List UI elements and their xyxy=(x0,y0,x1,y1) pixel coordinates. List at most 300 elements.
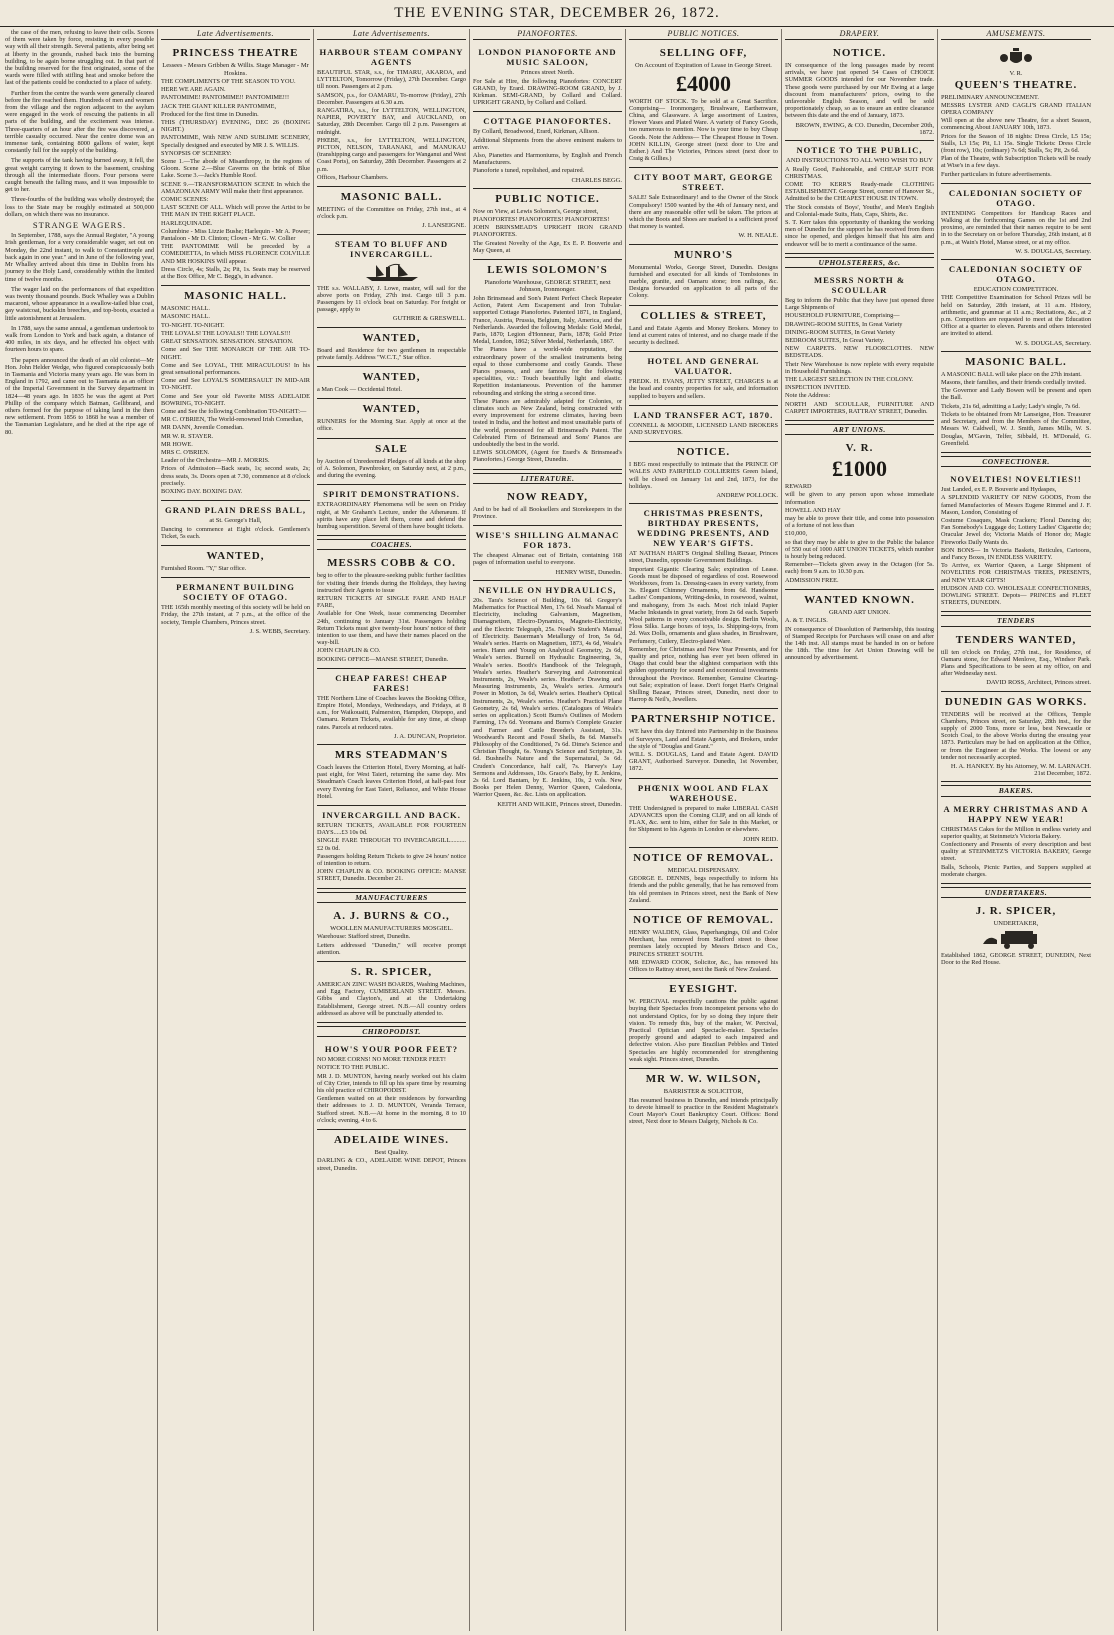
ad-title: CITY BOOT MART, GEORGE STREET. xyxy=(633,172,774,193)
section-header: LITERATURE. xyxy=(473,473,622,484)
ad-line: TO-NIGHT. TO-NIGHT. xyxy=(161,321,225,329)
section-header: MANUFACTURERS xyxy=(317,892,466,903)
ad-line: A SPLENDID VARIETY OF NEW GOODS, From the famed Manufactories of Messrs Eugene Rimmel and J. F. Mason, London, Consisting of xyxy=(941,494,1091,516)
ad-line: GEORGE E. DENNIS, begs respectfully to inform his friends and the public generally, that he has removed from his old premises in Princes street, next the Bank of New Zealand. xyxy=(629,875,778,904)
advertisement xyxy=(473,260,622,470)
ad-title: CHRISTMAS PRESENTS, BIRTHDAY PRESENTS, WEDDING PRESENTS, AND NEW YEAR'S GIFTS. xyxy=(637,508,770,549)
advertisement xyxy=(317,367,466,399)
ad-signature: J. LANSEIGNE. xyxy=(422,222,466,230)
ad-title: INVERCARGILL AND BACK. xyxy=(322,809,461,820)
ad-line: Will open at the above new Theatre, for a short Season, commencing About JANUARY 10th, 1873. xyxy=(941,117,1091,132)
ad-line: Dancing to commence at Eight o'clock. Gentlemen's Ticket, 5s each. xyxy=(161,525,310,540)
ad-title: MASONIC BALL. xyxy=(965,355,1067,368)
ad-line: THE 165th monthly meeting of this society will be held on Friday, the 27th instant, at 7 p.m., at the office of the society, Temple Chambers, Princes street. xyxy=(161,604,310,626)
ad-title: WANTED, xyxy=(362,371,421,384)
ad-title: V. R. xyxy=(845,442,874,455)
ad-subtitle: WOOLLEN MANUFACTURERS MOSGIEL. xyxy=(330,924,453,932)
advertisement xyxy=(629,168,778,244)
ad-line: John Brinsmead and Son's Patent Perfect Check Repeater Action, Patent Arm Escapement and Iron Tubular-supported Cottage Pianofortes. Patented 1871, in England, France, Austria, Prussia, Belgium, Italy, America, and the Netherlands. Awarded the following Medals: Gold Medal, Paris, 1870; Legion d'Honneur, Paris, 1878; Gold Prize Medal, London, 1862; Silver Medal, Netherlands, 1867. xyxy=(473,294,622,346)
ad-line: AT NATHAN HART'S Original Shilling Bazaar, Princes street, Dunedin, opposite Government Buildings. xyxy=(629,550,778,565)
ad-title: NOTICE OF REMOVAL. xyxy=(633,851,774,864)
ad-line: The cheapest Almanac out of Britain, containing 168 pages of information useful to everyone. xyxy=(473,552,622,567)
column-header: AMUSEMENTS. xyxy=(941,29,1091,40)
advertisement xyxy=(473,487,622,526)
ad-line: GREAT SENSATION. SENSATION. SENSATION. xyxy=(161,338,294,346)
ad-line: Pianoforte s tuned, repolished, and repaired. xyxy=(473,167,585,175)
ad-line: BEDROOM SUITES, In Great Variety. xyxy=(785,336,885,344)
ad-signature: W. S. DOUGLAS, Secretary. xyxy=(1015,339,1091,347)
advertisement xyxy=(317,399,466,438)
column-col4 xyxy=(470,29,626,1631)
ad-line: THE LOYALS! THE LOYALS!! THE LOYALS!!! xyxy=(161,329,291,337)
ad-line: Established 1862, GEORGE STREET, DUNEDIN, Next Door to the Red House. xyxy=(941,951,1091,966)
ad-line: MASONIC HALL. xyxy=(161,313,210,321)
ad-line: TENDERS will be received at the Offices, Temple Chambers, Princes street, on Saturday, 28th inst., for the supply of 2000 Tons, more or less, best Newcastle or Scotch Coal, to the above Works during the ensuing year 1873. Particulars may be had on application at the Office, or from the Engineer at the Works. The lowest or any tender not necessarily accepted. xyxy=(941,710,1091,761)
ad-line: A MASONIC BALL will take place on the 27th instant. xyxy=(941,370,1082,378)
ad-signature: W. S. DOUGLAS, Secretary. xyxy=(1015,247,1091,255)
ad-line: REWARD xyxy=(785,483,812,491)
ad-signature: GUTHRIE & GRESWELL. xyxy=(392,315,466,323)
ad-title: MESSRS COBB & CO. xyxy=(327,557,456,570)
story-paragraph: the case of the men, refusing to leave their cells. Scores of them were taken by force, resisting in every possible way with all their strength. Several patients, after being set at liberty in the grounds, rushed back into the burning building, to be again borne struggling out. In that part of the building reserved for the first originated, some of the wards were filled with stifling heat and smoke before the last of the patients could be conducted to a place of safety. xyxy=(5,29,154,87)
advertisement xyxy=(473,526,622,581)
ad-line: WE have this day Entered into Partnership in the Business of Surveyors, Land and Estate Agents, and Brokers, under the style of "Douglas and Grant." xyxy=(629,728,778,750)
advertisement xyxy=(629,442,778,504)
ad-line: Important Gigantic Clearing Sale; expiration of Lease. Goods must be disposed of regardless of cost. Rosewood Workboxes, from 1s. Dressing-cases in every variety, from 3s. Elegant Chimney Ornaments, from 6d. Handsome Ladies' Companions, Writing-desks, in rosewood, walnut, and mahogany, from 3s each. Most rich inlaid Papier Mache Inkstands in great variety, from 2s 6d each. Superb Wool patterns in every conceivable design. Berlin Wools, Floss Silks. Large boxes of toys, 1s. Shipping-toys, from 2d. Wax Dolls, ornaments and glass shades, in Brushware, Perfumery, Cutlery, Electro-plated Ware. xyxy=(629,565,778,645)
advertisement xyxy=(941,43,1091,184)
ad-line: Remember, for Christmas and New Year Presents, and for quality and price, nothing has ever yet been offered in Otago that could bear the slightest comparison with this golden opportunity for sound and economical investments throughout the Province. Remember, Genuine Clearing-out Sale; expiration of lease. Don't forget Hart's Original Shilling Bazaar, Princes street, Dunedin, next door to Harrop & Neil's, Jewellers. xyxy=(629,645,778,704)
ad-line: These Pianos are admirably adapted for Colonies, or climates such as New Zealand, being constructed with every improvement for extreme climates, having been tested in India, and the hottest and most unsuitable parts of the world, pronounced for all Brinsmead's Patent. The Celebrated Firm of Brinsmead and Sons' Pianos are undoubtedly the best in the world. xyxy=(473,397,622,449)
story-paragraph: In 1788, says the same annual, a gentleman undertook to walk from London to York and back again, a distance of 400 miles, in six days, and he effected his object with fourteen hours to spare. xyxy=(5,324,154,354)
advertisement xyxy=(317,187,466,235)
ad-line: THE Competitive Examination for School Prizes will be held on Saturday, 28th instant, at 11 a.m. History, arithmetic, and grammar at 11 a.m.; Recitations, &c., at 2 p.m. Competitors are requested to meet at the Education Office at a quarter to eleven. Parents and others interested are invited to attend. xyxy=(941,294,1091,338)
column-col5 xyxy=(626,29,782,1631)
advertisement xyxy=(629,910,778,979)
ad-subtitle: BARRISTER & SOLICITOR, xyxy=(663,1088,744,1096)
ad-subtitle: AND INSTRUCTIONS TO ALL WHO WISH TO BUY xyxy=(786,157,933,165)
ad-line: MR C. O'BRIEN, The World-renowned Irish Comedian, xyxy=(161,416,304,424)
ad-subtitle: Princes street North. xyxy=(520,69,575,76)
ad-line: The Stock consists of Boys', Youths', and Men's English and Colonial-made Suits, Hats, Caps, Shirts, &c. xyxy=(785,203,934,218)
ad-line: Has resumed business in Dunedin, and intends principally to devote himself to practice in the Resident Magistrate's Court Mayor's Court Bankruptcy Court. Offices: Bond street, Next door to Messrs Dalgety, Nichols & Co. xyxy=(629,1096,778,1126)
ad-line: And to be had of all Booksellers and Storekeepers in the Province. xyxy=(473,505,622,521)
column-header: Late Advertisements. xyxy=(317,29,466,40)
ad-line: A Really Good, Fashionable, and CHEAP SUIT FOR CHRISTMAS. xyxy=(785,165,934,180)
ad-line: THE COMPLIMENTS OF THE SEASON TO YOU. xyxy=(161,78,296,85)
ad-line: THE s.s. WALLABY, J. Lowe, master, will sail for the above ports on Friday, 27th inst. Cargo till 3 p.m. Passengers by 11 o'clock boat on Saturday. For freight or passage, apply to xyxy=(317,284,466,314)
ad-title: MR W. W. WILSON, xyxy=(645,1073,762,1086)
ad-line: DARLING & CO., ADELAIDE WINE DEPOT, Princes street, Dunedin. xyxy=(317,1157,466,1172)
ad-line: I BEG most respectfully to intimate that the PRINCE OF WALES AND FAIRFIELD COLLIERIES Green Island, will be closed on January 1st and 2nd, 1873, for the holidays. xyxy=(629,461,778,490)
ad-line: Balls, Schools, Picnic Parties, and Suppers supplied at moderate charges. xyxy=(941,863,1091,878)
ad-signature: KEITH AND WILKIE, Princes street, Dunedin. xyxy=(497,800,622,808)
advertisement xyxy=(941,800,1091,884)
advertisement xyxy=(629,406,778,442)
ad-title: PRINCESS THEATRE xyxy=(172,47,299,59)
ad-line: SINGLE FARE THROUGH TO INVERCARGILL..........£2 0s 0d. xyxy=(317,837,466,852)
ad-title: LEWIS SOLOMON'S xyxy=(487,263,608,276)
ad-line: To Arrive, ex Warrior Queen, a Large Shipment of NOVELTIES FOR CHRISTMAS TREES, PRESENTS, and NEW YEAR GIFTS! xyxy=(941,562,1091,584)
ad-title: CHEAP FARES! CHEAP FARES! xyxy=(335,672,448,693)
ad-line: Tickets to be obtained from Mr Lanseigne, Hon. Treasurer and Secretary, and from the Members of the Committee, Messrs W. Caldwell, W. J. Smith, James Mills, W. S. Douglas, M'Gavin, Telfer, Sibbald, H. M'Donald, G. Greenfield. xyxy=(941,410,1091,447)
advertisement xyxy=(161,578,310,639)
section-header: TENDERS xyxy=(941,615,1091,626)
ad-signature: HENRY WISE, Dunedin. xyxy=(555,568,622,576)
ad-line: The Pianos have a world-wide reputation, the extraordinary power of the smallest instruments being equal to those cumbersome and costly Grands. These Pianos possess, and are famous for the following specialities, viz.: Touch beautifully light and elastic. Repetition instantaneous. Prevention of the hammer rebounding and striking the string a second time. xyxy=(473,346,622,397)
ad-line: may be able to prove their title, and come into possession of a fortune of not less than xyxy=(785,515,934,530)
ad-title: LONDON PIANOFORTE AND MUSIC SALOON, xyxy=(478,47,617,67)
column-header: PIANOFORTES. xyxy=(473,29,622,40)
ad-line: Also, Pianettes and Harmoniums, by English and French Manufacturers. xyxy=(473,151,622,167)
ad-title: CALEDONIAN SOCIETY OF OTAGO. xyxy=(948,187,1084,208)
ad-line: Come and See LOYAL, THE MIRACULOUS! In his great sensational performances. xyxy=(161,361,310,376)
ad-line: Furnished Room. "Y," Star office. xyxy=(161,565,247,573)
ad-title: DUNEDIN GAS WORKS. xyxy=(944,695,1088,708)
ad-title: A MERRY CHRISTMAS AND A HAPPY NEW YEAR! xyxy=(943,803,1089,824)
column-header: Late Advertisements. xyxy=(161,29,310,40)
advertisement xyxy=(941,260,1091,352)
ad-line: SCENE 9.—TRANSFORMATION SCENE In which the AMAZONIAN ARMY Will make their first appearance. xyxy=(161,180,310,195)
advertisement xyxy=(629,245,778,306)
column-col6 xyxy=(782,29,938,1631)
ad-title: SPIRIT DEMONSTRATIONS. xyxy=(323,489,460,500)
advertisement xyxy=(317,439,466,486)
ad-signature: BROWN, EWING, & CO. Dunedin, December 20th, 1872. xyxy=(795,121,934,136)
advertisement xyxy=(941,630,1091,692)
ad-line: a Man Cook — Occidental Hotel. xyxy=(317,386,402,394)
section-header: ART UNIONS. xyxy=(785,424,934,435)
advertisement xyxy=(629,779,778,848)
advertisement xyxy=(629,1069,778,1130)
ad-title: NOTICE. xyxy=(676,446,731,459)
ad-title: PERMANENT BUILDING SOCIETY OF OTAGO. xyxy=(176,582,295,603)
advertisement xyxy=(941,352,1091,453)
advertisement xyxy=(317,1040,466,1130)
advertisement xyxy=(317,553,466,668)
advertisement xyxy=(317,328,466,367)
ad-line: Coach leaves the Criterion Hotel, Every Morning, at half-past eight, for West Taieri, returning the same day. Mrs Steadman's Coach leaves Criterion Hotel, at half-past four every Evening for East Taieri, Reliance, and White House Hotel. xyxy=(317,763,466,800)
ad-line: Come and See your old Favorite MISS ADELAIDE BOWRING, TO-NIGHT. xyxy=(161,392,310,407)
ad-line: The Greatest Novelty of the Age, Ex E. P. Bouverie and May Queen, at xyxy=(473,239,622,254)
ad-title: NOTICE. xyxy=(832,47,887,59)
ad-title: MASONIC BALL. xyxy=(340,191,443,204)
ad-title: CALEDONIAN SOCIETY OF OTAGO. xyxy=(948,263,1084,284)
ad-signature: DAVID ROSS, Architect, Princes street. xyxy=(986,679,1091,687)
ad-title: GRAND PLAIN DRESS BALL, xyxy=(165,505,306,516)
ad-line: DRAWING-ROOM SUITES, In Great Variety xyxy=(785,320,903,328)
ad-line: SYNOPSIS OF SCENERY: xyxy=(161,149,232,157)
ad-subtitle: EDUCATION COMPETITION. xyxy=(973,285,1059,293)
columns-container xyxy=(0,27,1114,1631)
ad-title: NOVELTIES! NOVELTIES!! xyxy=(950,474,1082,485)
ad-signature: W. H. NEALE. xyxy=(738,232,778,240)
ad-signature: ANDREW POLLOCK. xyxy=(716,492,778,499)
advertisement xyxy=(317,485,466,536)
advertisement xyxy=(629,306,778,353)
ad-line: Just Landed, ex E. P. Bouverie and Hydaspes, xyxy=(941,486,1057,494)
advertisement xyxy=(629,43,778,168)
advertisement xyxy=(785,438,934,590)
ad-title: NEVILLE ON HYDRAULICS, xyxy=(478,584,617,595)
ad-line: NORTH AND SCOULLAR, FURNITURE AND CARPET IMPORTERS, RATTRAY STREET, Dunedin. xyxy=(785,400,934,415)
ad-line: Beg to inform the Public that they have just opened three Large Shipments of xyxy=(785,296,934,312)
ad-line: till ten o'clock on Friday, 27th inst., for Residence, of Oamaru stone, for Edward Menlove, Esq., Windsor Park. Plans and Specifications to be seen at my office, on and after Wednesday next. xyxy=(941,648,1091,678)
story-paragraph: In September, 1788, says the Annual Register, "A young Irish gentleman, for a very considerable wager, set out on Monday, the 22nd instant, to walk to Constantinople and back again in one year." and in June of the following year, Mr Whalley arrived about this time in Dublin from his journey to the Holy Land, considerably within the limited time of twelve months. xyxy=(5,232,154,283)
ad-line: AMERICAN ZINC WASH BOARDS, Washing Machines, and Egg Factory, CUMBERLAND STREET. Messrs. Gibbs and Clayton's, and at the Undertaking Establishment, George street. N.B.—All country orders addressed as above will be punctually attended to. xyxy=(317,980,466,1017)
ad-line: CHRISTMAS Cakes for the Million in endless variety and superior quality, at Steinmetz's Victoria Bakery. xyxy=(941,825,1091,840)
ad-title: WANTED, xyxy=(362,331,421,344)
advertisement xyxy=(473,189,622,260)
ad-line: COME TO KERR'S Ready-made CLOTHING ESTABLISHMENT. George Street, corner of Hanover St., Admitted to be the CHEAPEST HOUSE IN TOWN. xyxy=(785,180,934,203)
ad-line: THE LARGEST SELECTION IN THE COLONY. xyxy=(785,376,914,383)
ad-line: HENRY WALDEN, Glass, Paperhangings, Oil and Color Merchant, has removed from Stafford street to those premises lately occupied by Messrs Brisco and Co., PRINCES STREET SOUTH. xyxy=(629,929,778,958)
ad-line: THE PANTOMIME Will be preceded by a COMEDIETTA, In which MISS FLORENCE COLVILLE AND MR HOSKINS Will appear. xyxy=(161,243,310,265)
advertisement xyxy=(317,806,466,889)
ad-line: MRS C. O'BRIEN. xyxy=(161,448,210,456)
ad-title: MASONIC HALL. xyxy=(184,290,287,303)
ad-line: £10,000, xyxy=(785,530,808,538)
ad-line: Tickets, 21s 6d, admitting a Lady; Lady's single, 7s 6d. xyxy=(941,402,1080,410)
ad-line: The Governor and Lady Bowen will be present and open the Ball. xyxy=(941,387,1091,402)
section-header: COACHES. xyxy=(317,539,466,550)
ad-line: HOUSEHOLD FURNITURE, Comprising— xyxy=(785,312,900,320)
column-header: DRAPERY. xyxy=(785,29,934,40)
story-paragraph: The wager laid on the performances of that expedition was twenty thousand pounds. Buck Whalley was a Dublin macaroni, whose appearance in a swallow-tailed blue coat, gay waistcoat, buckskin breeches, and top-boots, exacted a little astonishment at Jerusalem. xyxy=(5,285,154,322)
ad-line: will be given to any person upon whose immediate information xyxy=(785,491,934,506)
ad-title: MESSRS NORTH & SCOULLAR xyxy=(813,274,906,295)
ad-line: MR HOWE. xyxy=(161,440,193,448)
ad-line: NO MORE CORNS! NO MORE TENDER FEET! xyxy=(317,1056,446,1064)
ad-line: PANTOMIME! PANTOMIME!! PANTOMIME!!! xyxy=(161,94,290,102)
story-paragraph: Further from the centre the wards were generally cleared before the fire reached them. Hundreds of men and women from the village and the region adjacent to the asylum were engaged in the work of rescuing the patients in all parts of the building, and the excitement was intense. Three-quarters of an hour after the fire was discovered, a terrible casualty occurred. Near the centre dome was an immense tank, containing 8000 gallons of water, kept constantly full for the supply of the building. xyxy=(5,89,155,155)
ad-line: PANTOMIME, With NEW AND SUBLIME SCENERY, Specially designed and executed by MR J. S. WILLIS. xyxy=(161,134,310,149)
ad-line: MEETING of the Committee on Friday, 27th inst., at 4 o'clock p.m. xyxy=(317,206,466,221)
advertisement xyxy=(317,669,466,745)
ad-line: HUDSON AND CO. WHOLESALE CONFECTIONERS, DOWLING STREET. Depots— PRINCES and FLEET STREETS, DUNEDIN. xyxy=(941,584,1091,607)
ad-line: DINING-ROOM SUITES, In Great Variety xyxy=(785,328,895,336)
ad-line: ADMISSION FREE. xyxy=(785,576,839,584)
ad-subtitle: at St. George's Hall, xyxy=(209,517,262,525)
advertisement xyxy=(161,546,310,578)
ad-title: NOTICE TO THE PUBLIC, xyxy=(796,145,923,156)
ad-line: WILL S. DOUGLAS, Land and Estate Agent. DAVID GRANT, Authorised Surveyor. Dunedin, 1st November, 1872. xyxy=(629,751,778,773)
advertisement xyxy=(317,906,466,962)
column-col2 xyxy=(158,29,314,1631)
ad-line: CONNELL & MOODIE, LICENSED LAND BROKERS AND SURVEYORS. xyxy=(629,421,778,436)
ad-line: Come and See THE MONARCH OF THE AIR TO-NIGHT. xyxy=(161,346,310,361)
ad-line: RANGATIRA, s.s., for LYTTELTON, WELLINGTON, NAPIER, POVERTY BAY, and AUCKLAND, on Saturday, 28th December. Cargo till 2 p.m. Passengers at midnight. xyxy=(317,107,466,136)
ad-title: WANTED KNOWN. xyxy=(804,593,915,606)
advertisement xyxy=(941,470,1091,612)
royal-crest-icon xyxy=(996,48,1036,68)
hearse-icon xyxy=(981,930,1051,950)
ad-line: HOWELL AND HAY xyxy=(785,506,841,514)
advertisement xyxy=(785,590,934,667)
ad-line: BEAUTIFUL STAR, s.s., for TIMARU, AKAROA, and LYTTELTON, Tomorrow (Friday), 27th December. Cargo till noon. Passengers at 2 p.m. xyxy=(317,69,466,91)
ad-line: JOHN BRINSMEAD'S UPRIGHT IRON GRAND PIANOFORTES. xyxy=(473,224,622,239)
ad-line: Columbine - Miss Lizzie Bushe; Harlequin - Mr A. Power; Pantaloon - Mr D. Clinton; Clown - Mr G. W. Collier xyxy=(161,227,310,243)
ad-line: so that they may be able to give to the Public the balance of 550 out of 1000 ART UNION TICKETS, which number is hourly being reduced. xyxy=(785,538,934,561)
ad-title: COLLIES & STREET, xyxy=(640,309,767,322)
ad-signature: J. S. WEBB, Secretary. xyxy=(249,627,310,635)
ad-line: THIS (THURSDAY) EVENING, DEC 26 (BOXING NIGHT.) xyxy=(161,119,310,134)
ad-line: RETURN TICKETS AT SINGLE FARE AND HALF FARE, xyxy=(317,594,466,610)
ad-line: IN consequence of Dissolution of Partnership, this issuing of Stamped Receipts for Purchases will cease on and after the 14th inst. All stamps must be handed in on or before the 18th. The time for Art Union Drawing will be announced by advertisement. xyxy=(785,625,934,662)
ad-subtitle: V. R. xyxy=(1009,70,1023,77)
ad-line: MR EDWARD COOK, Solicitor, &c., has removed his Offices to Rattray street, next the Bank of New Zealand. xyxy=(629,958,778,974)
ad-line: BOOKING OFFICE—MANSE STREET, Dunedin. xyxy=(317,655,449,663)
advertisement xyxy=(629,709,778,778)
section-header: CHIROPODIST. xyxy=(317,1026,466,1037)
story-paragraph: Three-fourths of the building was wholly destroyed; the loss to the State may be roughly estimated at 500,000 dollars, on which there was no insurance. xyxy=(5,196,154,218)
ad-line: Now on View, at Lewis Solomon's, George street, xyxy=(473,207,599,215)
ad-line: MR J. D. MUNTON, having nearly worked out his claim of City Crier, intends to fill up his spare time by resuming his old practice of CHIROPODIST. xyxy=(317,1072,466,1094)
ad-subtitle: On Account of Expiration of Lease in George Street. xyxy=(635,62,772,69)
ad-title: PHŒNIX WOOL AND FLAX WAREHOUSE. xyxy=(637,782,770,803)
ad-line: beg to offer to the pleasure-seeking public further facilities for visiting their friends during the Holidays, they having instructed their Agents to issue xyxy=(317,572,466,594)
ad-line: HARLEQUINADE. xyxy=(161,219,213,227)
ad-line: PRELIMINARY ANNOUNCEMENT. xyxy=(941,93,1039,101)
section-header: BAKERS. xyxy=(941,785,1091,796)
ad-title: A. J. BURNS & CO., xyxy=(333,909,450,922)
ad-title: S. R. SPICER, xyxy=(350,965,433,978)
ad-line: By Collard, Broadwood, Erard, Kirkman, Allison. xyxy=(473,128,599,136)
ad-line: W. PERCIVAL respectfully cautions the public against buying their Spectacles from incompetent persons who do not understand Optics, for by so doing they injure their vision. To remedy this, buy of the maker, W. Percival, Practical Optician and Spectacle-maker. Spectacles properly ground and adapted to each impaired and defective vision. Also pure Brazilian Pebbles and Tinted Spectacles are highly recommended for strengthening weak sight. Princes street, Dunedin. xyxy=(629,998,778,1063)
ad-line: MASONIC HALL. xyxy=(161,305,210,313)
ad-title: QUEEN'S THEATRE. xyxy=(954,78,1078,91)
ad-title: HOW'S YOUR POOR FEET? xyxy=(324,1044,459,1055)
ad-line: Dress Circle, 4s; Stalls, 2s; Pit, 1s. Seats may be reserved at the Box Office, Mr C. Begg's, in advance. xyxy=(161,265,310,281)
ad-amount: £1000 xyxy=(832,456,887,482)
ad-title: STEAM TO BLUFF AND INVERCARGILL. xyxy=(334,238,449,259)
ad-line: IN consequence of the long passages made by recent arrivals, we have just opened 54 Cases of CHOICE SUMMER GOODS intended for our November trade. These goods were purchased by our Mr Ewing at a large discount from manufacturers' prices, owing to the unfavorable English Season, and will be sold proportionately cheap, so as to ensure an entire clearance between this date and the end of January, 1873. xyxy=(785,62,934,120)
ad-line: FREDK. H. EVANS, JETTY STREET, CHARGES is at the head and country properties for sale, and information supplied to buyers and sellers. xyxy=(629,378,778,400)
ad-title: EYESIGHT. xyxy=(669,983,738,996)
ad-signature: J. A. DUNCAN, Proprietor. xyxy=(393,732,466,740)
ad-title: LAND TRANSFER ACT, 1870. xyxy=(633,409,774,420)
ad-title: J. R. SPICER, xyxy=(975,905,1057,918)
advertisement xyxy=(473,112,622,188)
column-header: PUBLIC NOTICES. xyxy=(629,29,778,40)
ad-line: Further particulars in future advertisements. xyxy=(941,170,1052,178)
column-col1 xyxy=(2,29,158,1631)
section-header: UPHOLSTERERS, &c. xyxy=(785,257,934,268)
ad-line: Remember—Tickets given away in the Octagon (for 5s. each) from 9 a.m. to 10.30 p.m. xyxy=(785,561,934,576)
advertisement xyxy=(941,184,1091,260)
advertisement xyxy=(317,43,466,187)
ad-line: Come and See LOYAL'S SOMERSAULT IN MID-AIR TO-NIGHT. xyxy=(161,377,310,392)
ad-title: NOW READY, xyxy=(507,490,588,503)
ad-signature: JOHN REID. xyxy=(742,835,778,843)
steamship-icon xyxy=(362,261,422,283)
ad-line: BON BONS— In Victoria Baskets, Reticules, Cartoons, and Fancy Boxes, IN ENDLESS VARIETY. xyxy=(941,546,1091,561)
advertisement xyxy=(785,43,934,141)
ad-signature: H. A. HANKEY. By his Attorney, W. M. LARNACH. 21st December, 1872. xyxy=(950,763,1091,778)
advertisement xyxy=(629,504,778,709)
advertisement xyxy=(317,235,466,328)
ad-line: SAMSON, p.s., for OAMARU, To-morrow (Friday), 27th December. Passengers at 6.30 a.m. xyxy=(317,91,466,106)
ad-title: PARTNERSHIP NOTICE. xyxy=(631,713,776,726)
advertisement xyxy=(317,1130,466,1177)
ad-line: Monumental Works, George Street, Dunedin. Designs furnished and executed for all kinds of Tombstones in marble, granite, and Oamaru stone; iron railings, &c. Designs forwarded on application to all parts of the Colony. xyxy=(629,263,778,300)
ad-line: LEWIS SOLOMON, (Agent for Erard's & Brinsmead's Pianofortes.) George Street, Dunedin. xyxy=(473,449,622,464)
ad-line: MESSRS LYSTER AND CAGLI'S GRAND ITALIAN OPERA COMPANY xyxy=(941,101,1091,116)
ad-line: LAST SCENE OF ALL. Which will prove the Artist to be THE MAN IN THE RIGHT PLACE. xyxy=(161,204,310,219)
ad-title: WANTED, xyxy=(362,403,421,416)
ad-line: Board and Residence for two gentlemen in respectable private family. Address "W.C.T.," Star office. xyxy=(317,346,466,361)
ad-subtitle: Best Quality. xyxy=(374,1148,409,1156)
column-col7 xyxy=(938,29,1094,1631)
ad-line: Scene 1.—The abode of Misanthropy, in the regions of Gloom. Scene 2.—Blue Caverns on the brink of Blue Lake. Scene 3.—Jack's Humble Roof. xyxy=(161,158,310,180)
ad-line: Prices for the Season of 18 nights: Dress Circle, L5 15s; Stalls, L3 15s; Pit, L1 15s. Single Tickets: Dress Circle (front row), 10s; (ordinary) 7s 6d; Stalls, 5s; Pit, 2s 6d. xyxy=(941,132,1091,154)
advertisement xyxy=(161,43,310,286)
ad-line: MR DANN, Juvenile Comedian. xyxy=(161,424,244,432)
ad-line: JOHN CHAPLIN & CO. BOOKING OFFICE: MANSE STREET, Dunedin. December 21. xyxy=(317,868,466,883)
ad-line: 20s. Tara's Science of Building, 10s 6d. Gregory's Mathematics for Practical Men, 17s 6d. Noad's Manual of Electricity, including Galvanism, Magnetism, Diamagnetism, Electro-Dynamics, Magneto-Electricity, and the Electric Telegraph, 25s. Noad's Student's Manual of Electricity. Bauerman's Metallurgy of Iron, 5s 6d, Weale's series. Harris on Magnetism, 1873, 4s 6d, Weale's series. Hann and Young on Analytical Geometry, 2s 6d, Weale's series. Burnell on Hydraulic Engineering, 3s, Weale's series. Booth's Handbook of the Telegraph, Weale's series. Heather's Surveying and Astronomical Instruments, 2s, Weale's series. Heather's Drawing and Measuring Instruments, 2s, Weale's series. Armour's Power in Motion, 3s 6d, Weale's series. Heather's Optical Instruments, 2s, Weale's series. Heather's Practical Plane Geometry, 2s 6d, Weale's series. (Catalogues of Weale's series on application.) Scott Burns's Outlines of Modern Farming, 17s 6d. Yeomans and Burns's Complete Grazier and Farmer and Cattle Breeder's Assistant, 31s. Woodward's Recent and Fossil Shells, 8s 6d. Mansel's Philosophy of the Conditioned, 7s 6d. Dime's Science and Christian Thought, 6s. Young's Science and Scripture, 2s 6d. Bushnell's Nature and the Supernatural, 3s 6d. Cruden's Concordance, half calf, 7s. Harvey's Lay Sermons and Addresses, 10s. Grace's Baby, by E. Jenkins, 2s 6d. Lord Bantam, by E. Jenkins, 10s, 2 vols. New Books per Helen Denny, Warrior Queen, Caledonia, Warrior Queen, &c. &c. Lists on application. xyxy=(473,596,622,799)
ad-title: SALE xyxy=(375,442,408,455)
advertisement xyxy=(317,962,466,1023)
ad-line: Masons, their families, and their friends cordially invited. xyxy=(941,379,1087,387)
advertisement xyxy=(785,141,934,254)
ad-line: S. T. Kerr takes this opportunity of thanking the working men of Dunedin for the support he has received from them since he opened, and pledges himself that his aim and endeavor will be to merit a continuance of the same. xyxy=(785,218,934,248)
advertisement xyxy=(473,43,622,112)
ad-line: Costume Cosaques, Mask Crackers; Floral Dancing do; Fan Somebody's Luggage do; Lottery Ladies' Cigarette do; Oracular Jewel do; Victoria Maids of Honor do; Magic Fireworks Daily Wants do. xyxy=(941,516,1091,546)
column-col3 xyxy=(314,29,470,1631)
advertisement xyxy=(629,352,778,406)
ad-title: WISE'S SHILLING ALMANAC FOR 1873. xyxy=(475,530,620,551)
ad-line: Available for One Week, issue commencing December 24th, continuing to January 31st. Passengers holding Return Tickets must give twenty-four hours' notice of their intention to use them, and have their names placed on the way-bill. xyxy=(317,610,466,647)
section-header: CONFECTIONER. xyxy=(941,456,1091,467)
ad-line: PIANOFORTES! PIANOFORTES! PIANOFORTES! xyxy=(473,215,610,223)
ad-line: PHŒBE, s.s., for LYTTELTON, WELLINGTON, PICTON, NELSON, TARANAKI, and MANUKAU (transhipping cargo and passengers for Wanganui and West Coast Ports), on Saturday, 28th December. Passengers at 2 p.m. xyxy=(317,136,466,173)
advertisement xyxy=(161,286,310,501)
ad-line: Prices of Admission—Back seats, 1s; second seats, 2s; dress seats, 3s. Doors open at 7.30, commence at 8 o'clock precisely. xyxy=(161,465,310,487)
advertisement xyxy=(629,979,778,1069)
ad-line: NEW CARPETS. NEW FLOORCLOTHS. NEW BEDSTEADS. xyxy=(785,345,934,360)
story-paragraph: The papers announced the death of an old colonist—Mr Hon. John Helder Wedge, who figured conspicuously both in Tasmania and Victoria many years ago. He was born in England in 1792, and came out to Tasmania as an officer of the Imperial Government in the Survey department in 1824—48 years ago. In 1835 he was the agent at Port Phillip of the company which Batman, Gellibrand, and others formed for the purpose of taking land in the then new settlement. From 1856 to 1868 he was a member of the Tasmanian Legislature, and he died at the ripe age of 80. xyxy=(5,356,154,436)
ad-line: Their New Warehouse is now replete with every requisite in Household Furnishings. xyxy=(785,360,934,375)
ad-line: COMIC SCENES: xyxy=(161,196,209,204)
ad-line: Additional Shipments from the above eminent makers to arrive. xyxy=(473,136,622,151)
ad-title: MUNRO'S xyxy=(674,248,733,261)
ad-line: INSPECTION INVITED. xyxy=(785,384,851,392)
ad-line: EXTRAORDINARY Phenomena will be seen on Friday night, at Mr Graham's Lecture, under the Athenæum. If spirits have any place left them, come and defend the humbug superstition. Several of them have bought tickets. xyxy=(317,501,466,530)
advertisement xyxy=(941,901,1091,971)
advertisement xyxy=(629,848,778,910)
ad-line: NOTICE TO THE PUBLIC. xyxy=(317,1064,390,1072)
ad-title: HARBOUR STEAM COMPANY AGENTS xyxy=(319,47,464,67)
ad-line: SALE! Sale Extraordinary! and to the Owner of the Stock Compulsory! 1500 wanted by the 4th of January next, and there are any reasonable offer will be taken. The prices at which the Boots and Shoes are marked is a sufficient proof that money is wanted. xyxy=(629,194,778,231)
ad-subtitle: GRAND ART UNION. xyxy=(828,608,891,616)
ad-line: WORTH OF STOCK. To be sold at a Great Sacrifice. Comprising— Ironmongery, Brushware, Earthenware, China, and Glassware. A large assortment of Lustres, Flower Vases and Plated Ware. A variety of Fancy Goods, too numerous to mention. Now is your time to buy Cheap Goods. Note the Address— The Cheapest House in Town. JOHN KILLIN, George street (next door to Ure and Esther.) And The Victories, Princes street (next door to Craig & Gillies.) xyxy=(629,97,778,163)
ad-line: For Sale at Hire, the following Pianofortes: CONCERT GRAND, by Erard. DRAWING-ROOM GRAND, by J. Kirkman. SEMI-GRAND, by Collard and Collard. UPRIGHT GRAND, by Collard and Collard. xyxy=(473,77,622,107)
ad-line: Land and Estate Agents and Money Brokers. Money to lend at current rates of interest, and no charge made if the security is declined. xyxy=(629,324,778,346)
advertisement xyxy=(161,501,310,546)
ad-line: MR W. R. STAYER. xyxy=(161,432,214,440)
advertisement xyxy=(941,692,1091,783)
ad-subtitle: UNDERTAKER, xyxy=(993,920,1039,928)
ad-line: Confectionery and Presents of every description and best quality at STEINMETZ'S VICTORIA BAKERY, George street. xyxy=(941,841,1091,863)
ad-subtitle: Pianoforte Warehouse, GEORGE STREET, next Johnson, Ironmonger. xyxy=(484,278,611,294)
ad-line: Come and See the following Combination TO-NIGHT:— xyxy=(161,407,307,415)
ad-line: RUNNERS for the Morning Star. Apply at once at the office. xyxy=(317,418,466,433)
ad-title: HOTEL AND GENERAL VALUATOR. xyxy=(647,356,760,377)
ad-line: Leader of the Orchestra—MR J. MORRIS. xyxy=(161,457,270,465)
advertisement xyxy=(785,271,934,421)
ad-line: Plan of the Theatre, with Subscription Tickets will be ready at Wise's in a few days. xyxy=(941,155,1091,170)
ad-line: BOXING DAY. BOXING DAY. xyxy=(161,487,243,495)
ad-line: THE Undersigned is prepared to make LIBERAL CASH ADVANCES upon the Coming CLIP, and on all kinds of FLAX, &c. sent to him, either for Sale in this Market, or for Shipment to his Agents in London or elsewhere. xyxy=(629,804,778,834)
